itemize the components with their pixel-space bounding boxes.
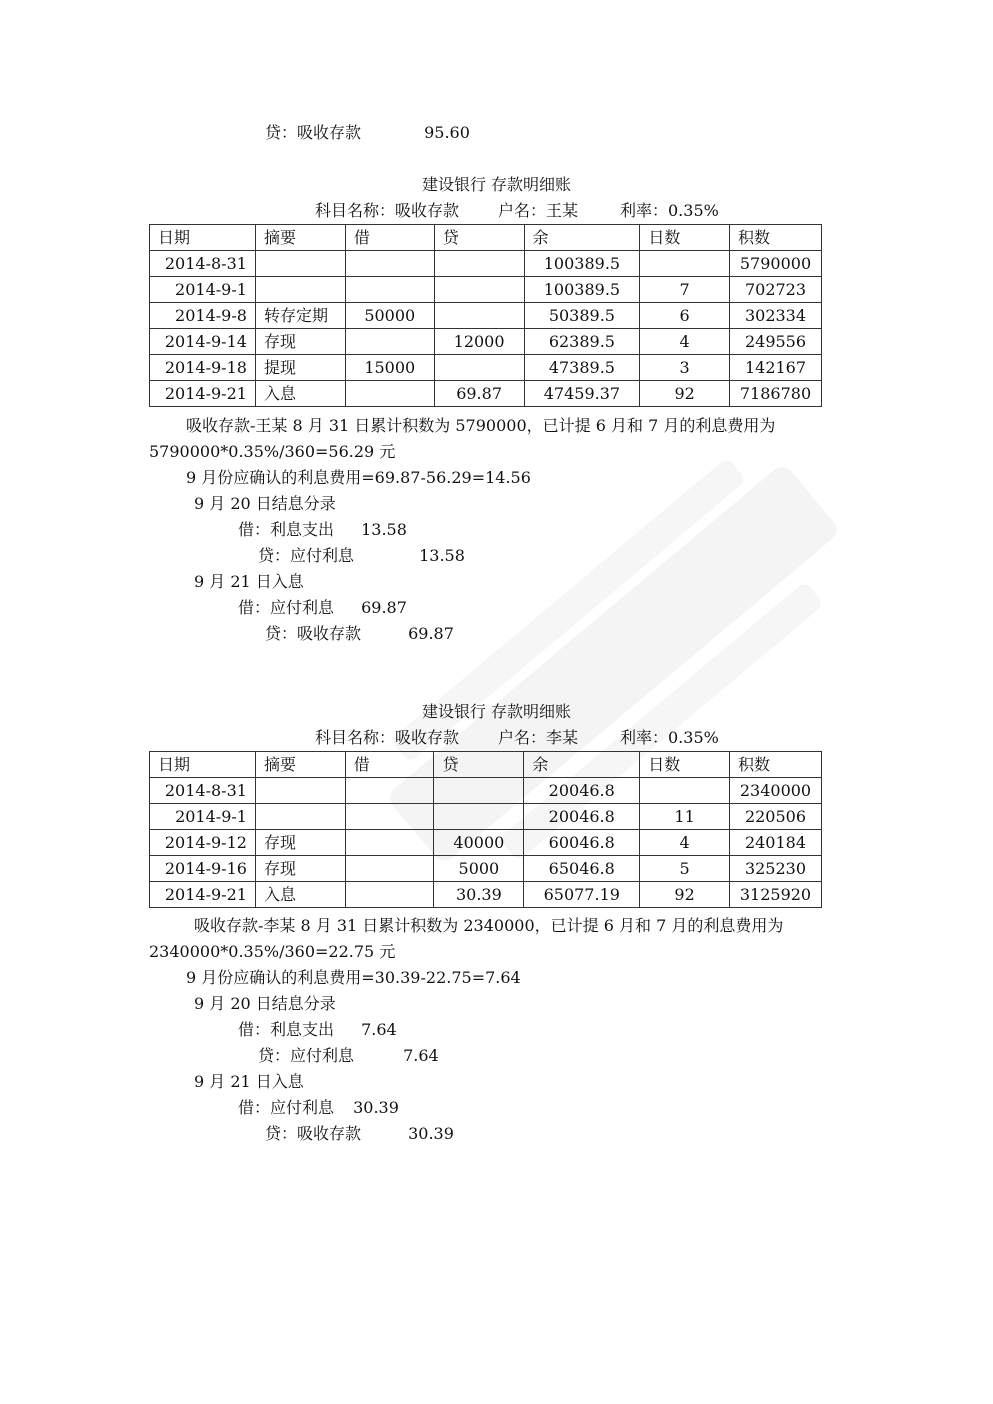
cell-credit: 40000 bbox=[434, 830, 524, 856]
credit-entry bbox=[265, 1124, 454, 1144]
cell-date: 2014-9-21 bbox=[150, 381, 256, 407]
credit-entry bbox=[258, 546, 465, 566]
cell-date: 2014-9-12 bbox=[150, 830, 256, 856]
table-row bbox=[150, 856, 822, 882]
credit-entry bbox=[265, 624, 454, 644]
cell-days: 92 bbox=[640, 882, 730, 908]
note-paragraph-continued: 2340000*0.35%/360=22.75 元 bbox=[149, 942, 396, 961]
debit-label: 借：利息支出 bbox=[238, 520, 335, 539]
table-row bbox=[150, 329, 822, 355]
cell-summary: 入息 bbox=[255, 882, 345, 908]
cell-days bbox=[640, 778, 730, 804]
entry-heading: 9 月 20 日结息分录 bbox=[194, 994, 336, 1013]
cell-date: 2014-8-31 bbox=[150, 251, 256, 277]
column-header: 日数 bbox=[640, 752, 730, 778]
credit-label: 贷：应付利息 bbox=[258, 1046, 355, 1065]
cell-credit bbox=[434, 355, 524, 381]
column-header: 借 bbox=[345, 752, 434, 778]
cell-balance: 20046.8 bbox=[524, 778, 640, 804]
note-paragraph-continued: 5790000*0.35%/360=56.29 元 bbox=[149, 442, 396, 461]
cell-credit: 12000 bbox=[434, 329, 524, 355]
column-header: 积数 bbox=[729, 752, 821, 778]
cell-summary bbox=[255, 277, 345, 303]
cell-credit: 69.87 bbox=[434, 381, 524, 407]
column-header: 摘要 bbox=[255, 752, 345, 778]
debit-entry bbox=[238, 598, 407, 618]
debit-entry bbox=[238, 1098, 399, 1118]
cell-debit bbox=[345, 830, 434, 856]
table-row bbox=[150, 381, 822, 407]
table-row bbox=[150, 303, 822, 329]
cell-balance: 100389.5 bbox=[524, 277, 640, 303]
table-row bbox=[150, 804, 822, 830]
table-header-row bbox=[150, 225, 822, 251]
cell-balance: 50389.5 bbox=[524, 303, 640, 329]
cell-accumulation: 7186780 bbox=[729, 381, 821, 407]
cell-days: 3 bbox=[640, 355, 730, 381]
table-row bbox=[150, 251, 822, 277]
debit-label: 借：应付利息 bbox=[238, 598, 335, 617]
cell-balance: 60046.8 bbox=[524, 830, 640, 856]
credit-label: 贷：吸收存款 bbox=[265, 624, 362, 643]
credit-amount: 30.39 bbox=[408, 1124, 454, 1143]
cell-balance: 65046.8 bbox=[524, 856, 640, 882]
ledger-subject: 科目名称：吸收存款 bbox=[315, 728, 460, 747]
cell-days: 4 bbox=[640, 830, 730, 856]
credit-label: 贷：应付利息 bbox=[258, 546, 355, 565]
ledger-account-name: 户名：王某 bbox=[498, 201, 579, 220]
cell-balance: 100389.5 bbox=[524, 251, 640, 277]
ledger-account-name: 户名：李某 bbox=[498, 728, 579, 747]
entry-heading: 9 月 20 日结息分录 bbox=[194, 494, 336, 513]
cell-days: 4 bbox=[640, 329, 730, 355]
column-header: 贷 bbox=[434, 752, 524, 778]
column-header: 余 bbox=[524, 225, 640, 251]
cell-summary: 存现 bbox=[255, 856, 345, 882]
column-header: 借 bbox=[345, 225, 434, 251]
column-header: 贷 bbox=[434, 225, 524, 251]
cell-accumulation: 3125920 bbox=[729, 882, 821, 908]
cell-balance: 65077.19 bbox=[524, 882, 640, 908]
cell-date: 2014-9-16 bbox=[150, 856, 256, 882]
cell-accumulation: 220506 bbox=[729, 804, 821, 830]
cell-debit bbox=[345, 778, 434, 804]
credit-amount: 13.58 bbox=[419, 546, 465, 565]
cell-summary bbox=[255, 251, 345, 277]
cell-debit bbox=[345, 804, 434, 830]
debit-entry bbox=[238, 1020, 397, 1040]
cell-date: 2014-9-21 bbox=[150, 882, 256, 908]
cell-accumulation: 5790000 bbox=[729, 251, 821, 277]
ledger-interest-rate: 利率：0.35% bbox=[620, 728, 719, 747]
top-credit-amount: 95.60 bbox=[424, 123, 470, 142]
cell-date: 2014-9-18 bbox=[150, 355, 256, 381]
cell-summary bbox=[255, 778, 345, 804]
ledger-table bbox=[149, 751, 822, 908]
cell-days: 11 bbox=[640, 804, 730, 830]
cell-days: 92 bbox=[640, 381, 730, 407]
cell-credit: 30.39 bbox=[434, 882, 524, 908]
debit-amount: 7.64 bbox=[361, 1020, 397, 1039]
top-credit-label: 贷：吸收存款 bbox=[265, 123, 362, 142]
credit-entry bbox=[258, 1046, 439, 1066]
table-row bbox=[150, 277, 822, 303]
note-paragraph: 吸收存款-李某 8 月 31 日累计积数为 2340000，已计提 6 月和 7 月的利息费用为 bbox=[194, 916, 784, 935]
ledger-title: 建设银行 存款明细账 bbox=[421, 175, 572, 194]
column-header: 日期 bbox=[150, 225, 256, 251]
cell-credit bbox=[434, 804, 524, 830]
cell-credit: 5000 bbox=[434, 856, 524, 882]
cell-date: 2014-9-1 bbox=[150, 804, 256, 830]
cell-credit bbox=[434, 277, 524, 303]
cell-accumulation: 249556 bbox=[729, 329, 821, 355]
table-row bbox=[150, 355, 822, 381]
note-paragraph: 吸收存款-王某 8 月 31 日累计积数为 5790000，已计提 6 月和 7 月的利息费用为 bbox=[186, 416, 776, 435]
debit-label: 借：利息支出 bbox=[238, 1020, 335, 1039]
monthly-interest-note: 9 月份应确认的利息费用=69.87-56.29=14.56 bbox=[186, 468, 531, 487]
table-row bbox=[150, 778, 822, 804]
cell-days bbox=[640, 251, 730, 277]
top-credit-entry bbox=[265, 123, 470, 143]
column-header: 日期 bbox=[150, 752, 256, 778]
cell-summary: 转存定期 bbox=[255, 303, 345, 329]
debit-amount: 30.39 bbox=[353, 1098, 399, 1117]
column-header: 余 bbox=[524, 752, 640, 778]
entry-heading: 9 月 21 日入息 bbox=[194, 1072, 304, 1091]
table-row bbox=[150, 882, 822, 908]
cell-accumulation: 240184 bbox=[729, 830, 821, 856]
cell-accumulation: 702723 bbox=[729, 277, 821, 303]
table-header-row bbox=[150, 752, 822, 778]
monthly-interest-note: 9 月份应确认的利息费用=30.39-22.75=7.64 bbox=[186, 968, 521, 987]
cell-days: 7 bbox=[640, 277, 730, 303]
cell-balance: 47459.37 bbox=[524, 381, 640, 407]
debit-entry bbox=[238, 520, 407, 540]
cell-balance: 20046.8 bbox=[524, 804, 640, 830]
cell-accumulation: 2340000 bbox=[729, 778, 821, 804]
ledger-table bbox=[149, 224, 822, 407]
cell-days: 5 bbox=[640, 856, 730, 882]
cell-debit bbox=[345, 251, 434, 277]
cell-date: 2014-9-1 bbox=[150, 277, 256, 303]
credit-label: 贷：吸收存款 bbox=[265, 1124, 362, 1143]
cell-balance: 47389.5 bbox=[524, 355, 640, 381]
debit-amount: 13.58 bbox=[361, 520, 407, 539]
cell-credit bbox=[434, 303, 524, 329]
cell-summary: 提现 bbox=[255, 355, 345, 381]
debit-amount: 69.87 bbox=[361, 598, 407, 617]
cell-debit bbox=[345, 329, 434, 355]
ledger-interest-rate: 利率：0.35% bbox=[620, 201, 719, 220]
column-header: 日数 bbox=[640, 225, 730, 251]
entry-heading: 9 月 21 日入息 bbox=[194, 572, 304, 591]
cell-days: 6 bbox=[640, 303, 730, 329]
cell-debit bbox=[345, 277, 434, 303]
cell-balance: 62389.5 bbox=[524, 329, 640, 355]
cell-summary: 入息 bbox=[255, 381, 345, 407]
cell-summary: 存现 bbox=[255, 830, 345, 856]
ledger-subject: 科目名称：吸收存款 bbox=[315, 201, 460, 220]
cell-date: 2014-8-31 bbox=[150, 778, 256, 804]
credit-amount: 7.64 bbox=[403, 1046, 439, 1065]
cell-date: 2014-9-14 bbox=[150, 329, 256, 355]
cell-accumulation: 142167 bbox=[729, 355, 821, 381]
cell-debit: 50000 bbox=[345, 303, 434, 329]
cell-credit bbox=[434, 778, 524, 804]
cell-debit bbox=[345, 856, 434, 882]
cell-debit: 15000 bbox=[345, 355, 434, 381]
cell-debit bbox=[345, 381, 434, 407]
cell-summary bbox=[255, 804, 345, 830]
debit-label: 借：应付利息 bbox=[238, 1098, 335, 1117]
credit-amount: 69.87 bbox=[408, 624, 454, 643]
column-header: 摘要 bbox=[255, 225, 345, 251]
cell-accumulation: 325230 bbox=[729, 856, 821, 882]
cell-summary: 存现 bbox=[255, 329, 345, 355]
cell-credit bbox=[434, 251, 524, 277]
cell-date: 2014-9-8 bbox=[150, 303, 256, 329]
cell-debit bbox=[345, 882, 434, 908]
table-row bbox=[150, 830, 822, 856]
ledger-title: 建设银行 存款明细账 bbox=[421, 702, 572, 721]
column-header: 积数 bbox=[729, 225, 821, 251]
cell-accumulation: 302334 bbox=[729, 303, 821, 329]
